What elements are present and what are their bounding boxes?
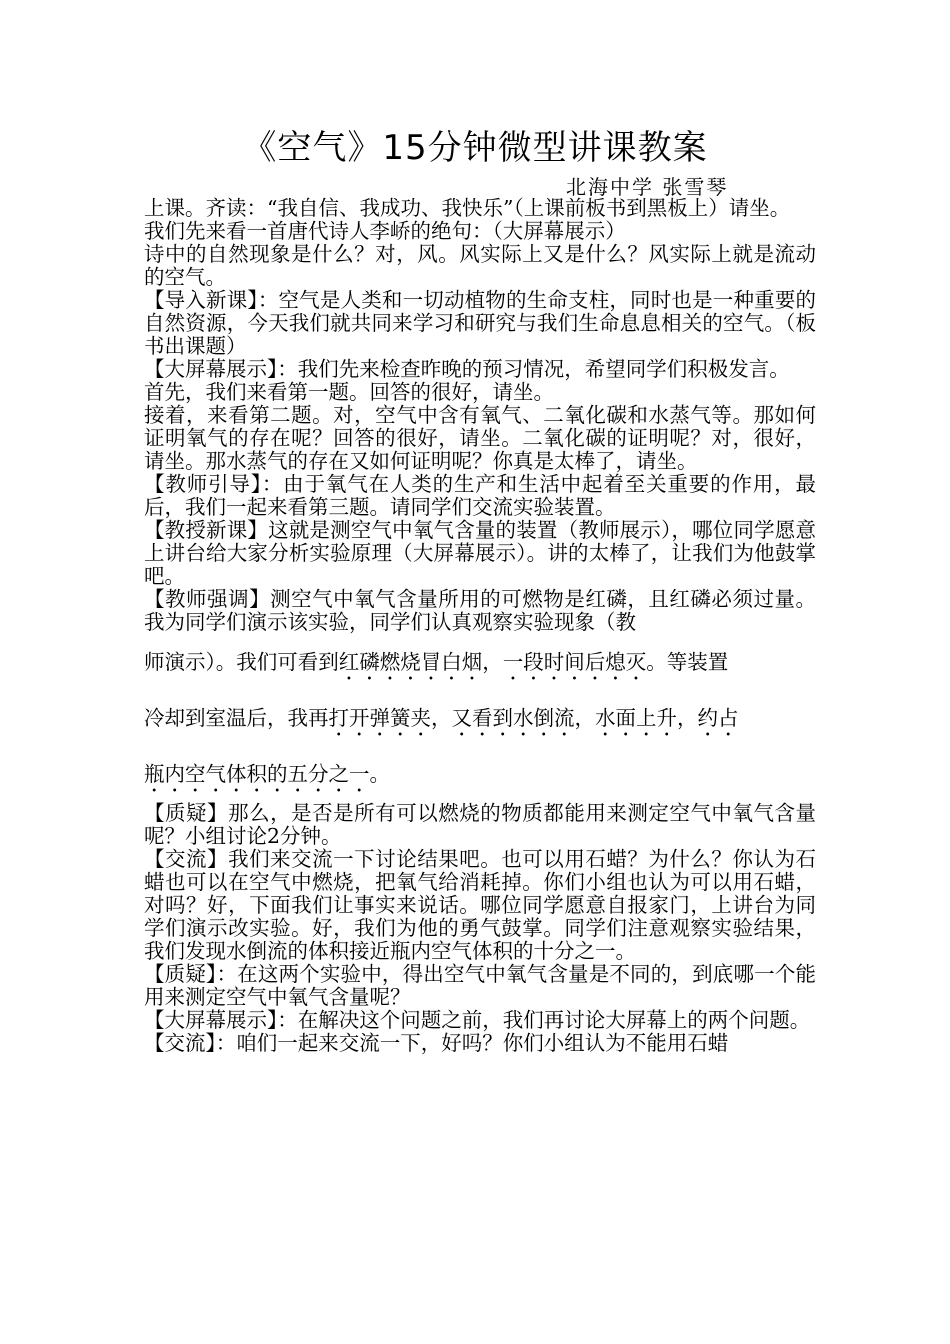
paragraph: 上课。齐读：“我自信、我成功、我快乐”（上课前板书到黑板上）请坐。 [144,196,791,220]
paragraph [144,588,816,802]
author-line: 北海中学 张雪琴 [566,175,729,199]
emphasis-line [144,746,816,802]
paragraph: 【交流】我们来交流一下讨论结果吧。也可以用石蜡？为什么？你认为石蜡也可以在空气中燃烧，把氧气给消耗掉。你们小组也认为可以用石蜡，对吗？好，下面我们让事实来说话。哪位同学愿意自报家门，上讲台为同学们演示改实验。好，我们为他的勇气鼓掌。同学们注意观察实验结果，我们发现水倒流的体积接近瓶内空气体积的十分之一。 [144,847,816,963]
text-span: 。 [369,762,390,786]
paragraph-text: 【教师强调】测空气中氧气含量所用的可燃物是红磷，且红磷必须过量。我为同学们演示该实验，同学们认真观察实验现象（教 [144,587,816,634]
text-span: 师演示）。我们可看到 [144,650,339,674]
paragraph: 【教师引导】：由于氧气在人类的生产和生活中起着至关重要的作用，最后，我们一起来看第三题。请同学们交流实验装置。 [144,472,816,519]
emphasis-line [144,690,816,746]
document-title: 《空气》15分钟微型讲课教案 [242,128,708,168]
paragraph: 【大屏幕展示】：我们先来检查昨晚的预习情况，希望同学们积极发言。 [144,357,790,381]
paragraph: 【大屏幕展示】：在解决这个问题之前，我们再讨论大屏幕上的两个问题。 [144,1008,811,1032]
emphasis-line [144,634,816,690]
paragraph: 接着，来看第二题。对，空气中含有氧气、二氧化碳和水蒸气等。那如何证明氧气的存在呢？回答的很好，请坐。二氧化碳的证明呢？对，很好，请坐。那水蒸气的存在又如何证明呢？你真是太棒了，请坐。 [144,403,816,473]
paragraph: 首先，我们来看第一题。回答的很好，请坐。 [144,380,554,404]
paragraph: 【教授新课】这就是测空气中氧气含量的装置（教师展示），哪位同学愿意上讲台给大家分析实验原理（大屏幕展示）。讲的太棒了，让我们为他鼓掌吧。 [144,518,816,588]
paragraph: 【质疑】那么，是否是所有可以燃烧的物质都能用来测定空气中氧气含量呢？小组讨论2分钟。 [144,801,816,848]
text-span: 。等装置 [646,650,729,674]
paragraph: 【导入新课】：空气是人类和一切动植物的生命支柱，同时也是一种重要的自然资源，今天我们就共同来学习和研究与我们生命息息相关的空气。（板书出课题） [144,288,816,358]
document-body [144,197,816,1055]
paragraph: 【交流】：咱们一起来交流一下，好吗？你们小组认为不能用石蜡 [144,1031,729,1055]
emphasized-text: 打开弹簧夹，又看到水倒流，水面上升，约占 [328,706,739,730]
text-span: 冷却到室温后，我再 [144,706,329,730]
paragraph: 我们先来看一首唐代诗人李峤的绝句：（大屏幕展示） [144,219,626,243]
emphasized-text: 红磷燃烧冒白烟，一段时间后熄灭 [338,650,647,674]
paragraph: 诗中的自然现象是什么？对，风。风实际上又是什么？风实际上就是流动的空气。 [144,242,816,289]
emphasized-text: 瓶内空气体积的五分之一 [144,762,370,786]
paragraph: 【质疑】：在这两个实验中，得出空气中氧气含量是不同的，到底哪一个能用来测定空气中氧气含量呢？ [144,962,816,1009]
